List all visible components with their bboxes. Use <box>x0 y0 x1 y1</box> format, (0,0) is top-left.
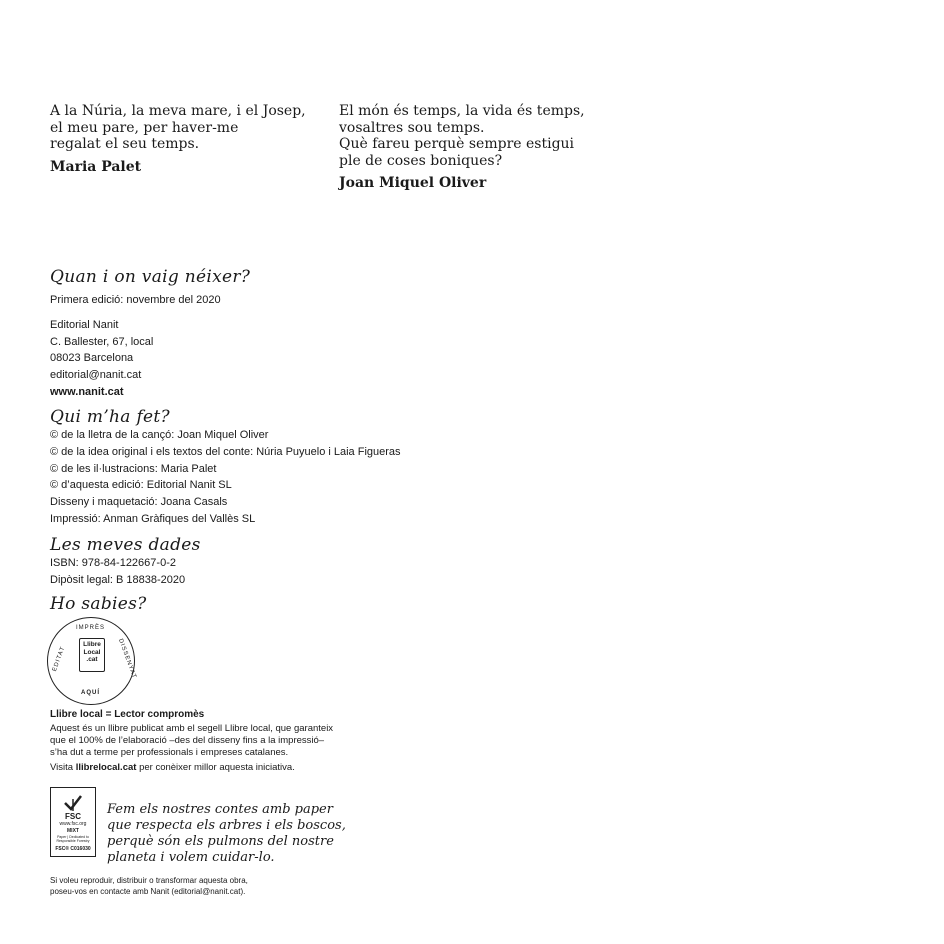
pledge-line: que respecta els arbres i els boscos, <box>107 818 346 833</box>
visit-suffix: per conèixer millor aquesta iniciativa. <box>136 762 295 773</box>
dedication-line: El món és temps, la vida és temps, <box>339 103 585 119</box>
reproduction-line: poseu-vos en contacte amb Nanit (editorial@nanit.cat). <box>50 887 246 896</box>
credit-line: Disseny i maquetació: Joana Casals <box>50 496 228 509</box>
seal-top-text: IMPRÈS <box>76 625 106 631</box>
local-line: Aquest és un llibre publicat amb el segell Llibre local, que garanteix <box>50 723 334 734</box>
fsc-site: www.fsc.org <box>59 821 87 827</box>
publisher-email: editorial@nanit.cat <box>50 369 142 382</box>
edition-text: Primera edició: novembre del 2020 <box>50 294 221 306</box>
pledge-line: Fem els nostres contes amb paper <box>107 802 333 817</box>
visit-line <box>50 762 333 774</box>
publisher-website: www.nanit.cat <box>50 385 124 398</box>
local-title: Llibre local = Lector compromès <box>50 709 205 720</box>
paper-pledge <box>107 802 346 866</box>
credit-line: Impressió: Anman Gràfiques del Vallès SL <box>50 512 256 525</box>
section-who <box>50 427 401 528</box>
pledge-line: planeta i volem cuidar-lo. <box>107 850 275 865</box>
dedication-line: vosaltres sou temps. <box>339 119 485 136</box>
dedication-author: Maria Palet <box>50 158 142 175</box>
llibre-local-seal <box>47 617 138 705</box>
heading-data: Les meves dades <box>50 535 201 555</box>
seal-center-line: Llibre <box>83 641 101 648</box>
local-line: que el 100% de l’elaboració –des del disseny fins a la impressió– <box>50 735 325 746</box>
legal-deposit-text: Dipòsit legal: B 18838-2020 <box>50 573 186 586</box>
reproduction-notice <box>50 875 248 897</box>
dedication-line: ple de coses boniques? <box>339 152 503 169</box>
section-when <box>50 292 221 401</box>
seal-bottom-text: AQUÍ <box>81 690 100 696</box>
credit-line: © de la idea original i els textos del conte: Núria Puyuelo i Laia Figueras <box>50 445 401 458</box>
fsc-mix: MIXT <box>67 828 79 834</box>
local-line: s’ha dut a terme per professionals i empreses catalanes. <box>50 747 289 758</box>
local-info <box>50 709 333 774</box>
reproduction-line: Si voleu reproduir, distribuir o transformar aquesta obra, <box>50 876 248 885</box>
tree-check-icon <box>62 793 84 813</box>
dedication-line: A la Núria, la meva mare, i el Josep, <box>50 103 306 119</box>
visit-link[interactable]: llibrelocal.cat <box>75 762 137 773</box>
dedication-line: el meu pare, per haver-me <box>50 119 239 136</box>
credit-line: © d’aquesta edició: Editorial Nanit SL <box>50 479 232 492</box>
section-data <box>50 555 185 589</box>
pledge-line: perquè són els pulmons del nostre <box>107 834 334 849</box>
dedication-author: Joan Miquel Oliver <box>339 175 487 191</box>
dedication-left <box>50 103 306 175</box>
credit-line: © de les il·lustracions: Maria Palet <box>50 462 217 475</box>
fsc-logo <box>50 787 96 857</box>
fsc-logo-text: FSC <box>65 812 81 821</box>
fsc-code: FSC® C016030 <box>55 846 91 852</box>
dedication-line: Què fareu perquè sempre estigui <box>339 136 575 152</box>
heading-who: Qui m’ha fet? <box>50 407 170 427</box>
publisher-city: 08023 Barcelona <box>50 352 134 365</box>
visit-prefix: Visita <box>50 762 76 773</box>
seal-right-text: DISSENYAT <box>117 638 138 680</box>
dedication-line: regalat el seu temps. <box>50 136 200 152</box>
book-icon <box>79 638 105 672</box>
dedication-right <box>339 103 585 192</box>
heading-when: Quan i on vaig néixer? <box>50 267 251 287</box>
isbn-text: ISBN: 978-84-122667-0-2 <box>50 557 176 569</box>
seal-left-text: EDITAT <box>51 645 67 673</box>
heading-know: Ho sabies? <box>50 594 147 614</box>
fsc-paper: Paper | Dedicated to Responsible Forestry <box>56 835 90 843</box>
publisher-address: C. Ballester, 67, local <box>50 335 154 348</box>
seal-center-line: Local <box>83 648 101 656</box>
publisher-name: Editorial Nanit <box>50 318 119 331</box>
credit-line: © de la lletra de la cançó: Joan Miquel Oliver <box>50 429 269 441</box>
seal-center-line: .cat <box>86 656 98 663</box>
